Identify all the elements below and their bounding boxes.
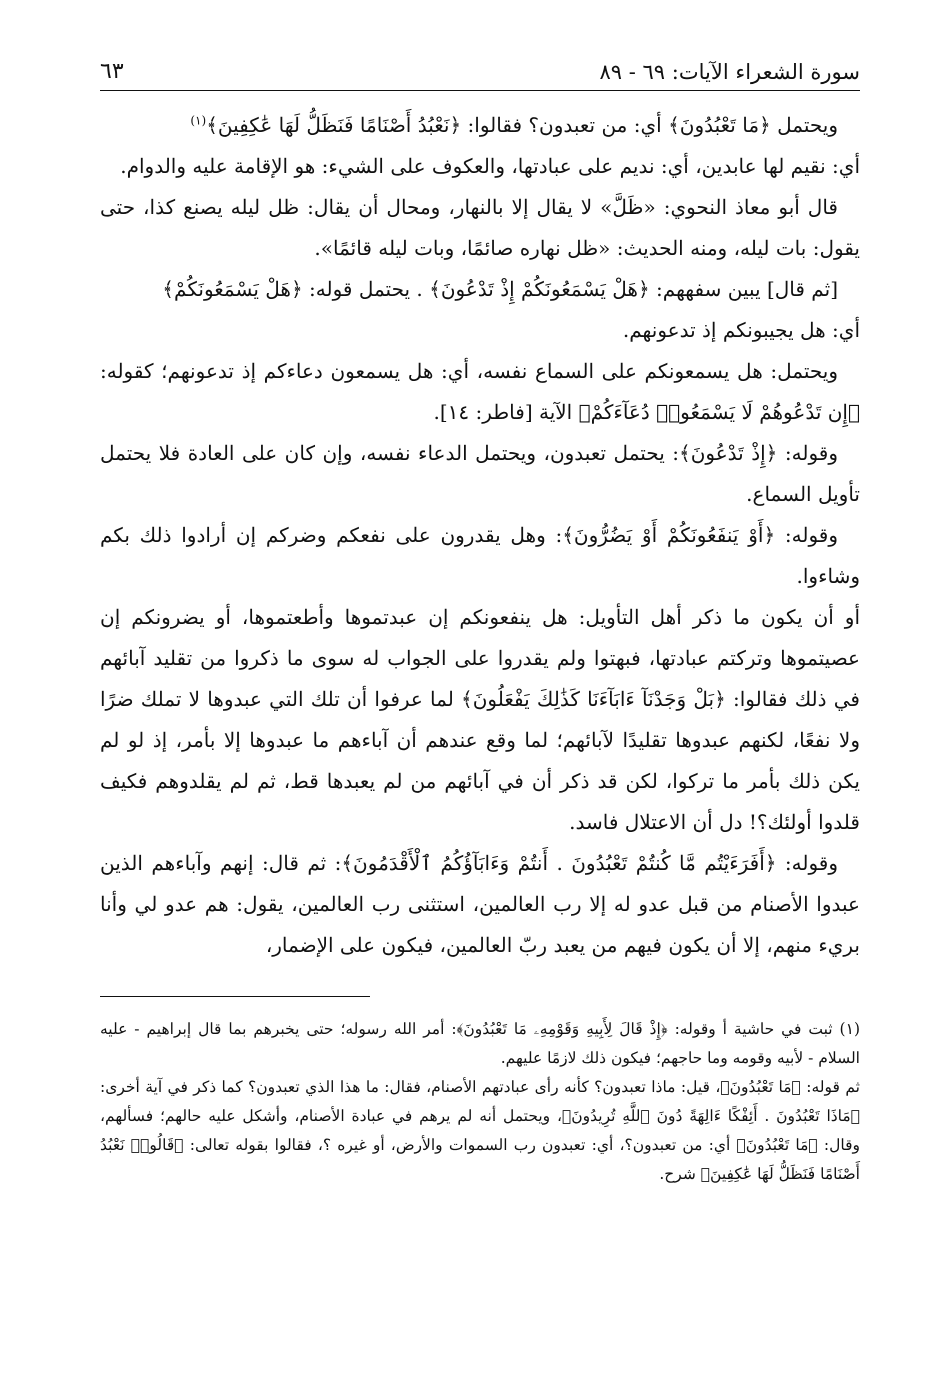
paragraph-2: أي: نقيم لها عابدين، أي: نديم على عبادتها، والعكوف على الشيء: هو الإقامة عليه والدوام. [120, 154, 860, 178]
footnote-reference: (١) [190, 113, 207, 128]
paragraph-4: [ثم قال] يبين سفههم: ﴿هَلْ يَسْمَعُونَكُمْ إِذْ تَدْعُونَ﴾ . يحتمل قوله: ﴿هَلْ يَسْمَعُونَكُمْ﴾ [162, 277, 838, 301]
book-page [100, 40, 860, 1189]
paragraph-1 [100, 105, 860, 146]
paragraph-7: وقوله: ﴿إِذْ تَدْعُونَ﴾: يحتمل تعبدون، ويحتمل الدعاء نفسه، وإن كان على العادة فلا يحتمل تأويل السماع. [100, 441, 860, 506]
paragraph-5: أي: هل يجيبونكم إذ تدعونهم. [622, 318, 860, 342]
paragraph-10: وقوله: ﴿أَفَرَءَيْتُم مَّا كُنتُمْ تَعْبُدُونَ . أَنتُمْ وَءَابَآؤُكُمُ ٱلْأَقْدَمُونَ﴾: ثم قال: إنهم وآباءهم الذين عبدوا الأصنام من قبل عدو له إلا رب العالمين، استثنى رب العالمين، يقول: هم عدو لي وأنا بريء منهم، إلا أن يكون فيهم من يعبد ربّ العالمين، فيكون على الإضمار، [100, 851, 860, 957]
footnote-separator [100, 996, 370, 997]
paragraph-8: وقوله: ﴿أَوْ يَنفَعُونَكُمْ أَوْ يَضُرُّونَ﴾: وهل يقدرون على نفعكم وضركم إن أرادوا ذلك بكم وشاءوا. [100, 523, 860, 588]
footnote-separator-wrap [100, 980, 860, 997]
page-number: ٦٣ [100, 59, 124, 84]
running-header [100, 40, 860, 91]
footnotes [100, 1015, 860, 1189]
header-title: سورة الشعراء الآيات: ٦٩ - ٨٩ [599, 60, 860, 84]
paragraph-1-text: ويحتمل ﴿مَا تَعْبُدُونَ﴾ أي: من تعبدون؟ فقالوا: ﴿نَعْبُدُ أَصْنَامًا فَنَظَلُّ لَهَا عَٰكِفِينَ﴾ [206, 113, 838, 137]
footnote-1-continued: ثم قوله: ﴿مَا تَعْبُدُونَ﴾، قيل: ماذا تعبدون؟ كأنه رأى عبادتهم الأصنام، فقال: ما هذا الذي تعبدون؟ كما ذكر في آية أخرى: ﴿مَاذَا تَعْبُدُونَ . أَئِفْكًا ءَالِهَةً دُونَ ٱللَّهِ تُرِيدُونَ﴾، ويحتمل أنه لم يرهم في عبادة الأصنام، وأشكل عليه حالهم؛ فسألهم، وقال: ﴿مَا تَعْبُدُونَ﴾ أي: من تعبدون؟، أي: تعبدون رب السموات والأرض، أو غيره ؟، فقالوا بقوله تعالى: ﴿قَالُوا۟ نَعْبُدُ أَصْنَامًا فَنَظَلُّ لَهَا عَٰكِفِينَ﴾ شرح. [100, 1078, 860, 1183]
footnote-1: (١) ثبت في حاشية أ وقوله: ﴿إِذْ قَالَ لِأَبِيهِ وَقَوْمِهِۦ مَا تَعْبُدُونَ﴾: أمر الله رسوله؛ حتى يخبرهم بما قال إبراهيم - عليه السلام - لأبيه وقومه وما حاجهم؛ فيكون ذلك لازمًا عليهم. [100, 1020, 860, 1067]
paragraph-6: ويحتمل: هل يسمعونكم على السماع نفسه، أي: هل يسمعون دعاءكم إذ تدعونهم؛ كقوله: ﴿إِن تَدْعُوهُمْ لَا يَسْمَعُوا۟ دُعَآءَكُمْ﴾ الآية [فاطر: ١٤]. [100, 359, 860, 424]
paragraph-3: قال أبو معاذ النحوي: «ظَلَّ» لا يقال إلا بالنهار، ومحال أن يقال: ظل ليله يصنع كذا، حتى يقول: بات ليله، ومنه الحديث: «ظل نهاره صائمًا، وبات ليله قائمًا». [100, 195, 860, 260]
paragraph-9: أو أن يكون ما ذكر أهل التأويل: هل ينفعونكم إن عبدتموها وأطعتموها، أو يضرونكم إن عصيتموها وتركتم عبادتها، فبهتوا ولم يقدروا على الجواب له سوى ما ذكروا من تقليد آبائهم في ذلك فقالوا: ﴿بَلْ وَجَدْنَآ ءَابَآءَنَا كَذَٰلِكَ يَفْعَلُونَ﴾ لما عرفوا أن تلك التي عبدوها لا تملك ضرًا ولا نفعًا، لكنهم عبدوها تقليدًا لآبائهم؛ لما وقع عندهم أن آباءهم ما عبدوها إلا بأمر، إذ لو لم يكن ذلك بأمر ما تركوا، لكن قد ذكر أن في آبائهم من لم يعبدها قط، ثم لم يقلدوهم فكيف قلدوا أولئك؟! دل أن الاعتلال فاسد. [100, 605, 860, 834]
main-text [100, 105, 860, 966]
